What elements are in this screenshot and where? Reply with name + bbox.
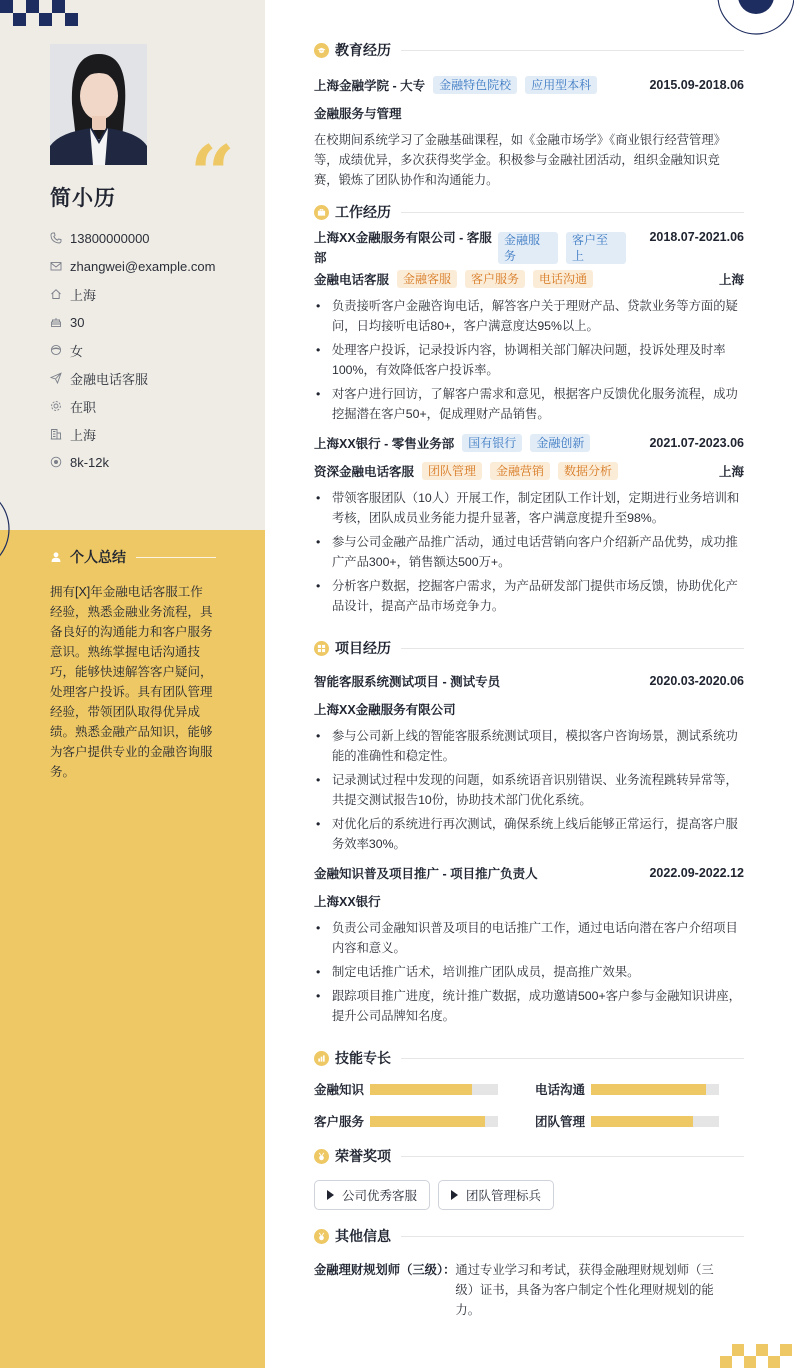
- skill-bar-fill: [591, 1084, 706, 1095]
- project-org: 上海XX银行: [314, 895, 381, 909]
- gender-value: 女: [70, 343, 84, 359]
- play-icon: [451, 1190, 458, 1200]
- user-icon: [50, 550, 64, 564]
- skill-tag: 金融客服: [397, 270, 457, 288]
- info-location: [50, 280, 260, 308]
- company-name: [314, 228, 496, 268]
- mail-icon: [50, 260, 70, 272]
- skill-tag: 电话沟通: [533, 270, 593, 288]
- skill-item: [535, 1080, 744, 1098]
- summary-header: [50, 546, 216, 568]
- skill-bar: [591, 1084, 719, 1095]
- info-salary: [50, 448, 260, 476]
- main-content: [314, 38, 744, 1320]
- award-label: 团队管理标兵: [466, 1189, 542, 1203]
- company-tag-line: 务: [504, 249, 517, 263]
- info-target-city: [50, 420, 260, 448]
- graduation-cap-icon: [314, 43, 329, 58]
- company-tag-line: 上: [572, 249, 585, 263]
- company-name-line: 部: [314, 251, 327, 265]
- list-item: • 参与公司金融产品推广活动，通过电话营销向客户介绍新产品优势，成功推广产品300+，销售额达500万+。: [314, 532, 744, 572]
- company-tag-line: 金融服: [504, 233, 541, 247]
- project-org: 上海XX金融服务有限公司: [314, 703, 456, 717]
- list-item: • 负责公司金融知识普及项目的电话推广工作，通过电话向潜在客户介绍项目内容和意义。: [314, 918, 744, 958]
- job-date: 2021.07-2023.06: [649, 436, 744, 450]
- skills-title: 技能专长: [335, 1050, 391, 1066]
- project-row: [314, 672, 744, 690]
- list-item: • 记录测试过程中发现的问题，如系统语音识别错误、业务流程跳转异常等，共提交测试报告10份，协助技术部门优化系统。: [314, 770, 744, 810]
- company-tag: 金融创新: [530, 434, 590, 452]
- list-item: • 带领客服团队（10人）开展工作，制定团队工作计划，定期进行业务培训和考核，团队成员业务能力提升显著，客户满意度提升至98%。: [314, 488, 744, 528]
- info-age: [50, 308, 260, 336]
- company-tag: [566, 232, 626, 264]
- education-title: 教育经历: [335, 42, 391, 58]
- company-tag-line: 客户至: [572, 233, 609, 247]
- phone-icon: [50, 232, 70, 244]
- job-city: 上海: [718, 465, 744, 479]
- checker-decoration: [0, 0, 80, 26]
- list-item: • 处理客户投诉，记录投诉内容，协调相关部门解决问题，投诉处理及时率100%，有效降低客户投诉率。: [314, 340, 744, 380]
- status-value: 在职: [70, 399, 97, 415]
- skill-tag: 数据分析: [558, 462, 618, 480]
- project-bullets: [314, 918, 744, 1026]
- building-icon: [50, 428, 70, 440]
- skill-bar: [370, 1084, 498, 1095]
- play-icon: [327, 1190, 334, 1200]
- skill-item: [535, 1112, 744, 1130]
- section-divider: [401, 1156, 744, 1157]
- job-target-value: 金融电话客服: [70, 371, 149, 387]
- skill-bar-fill: [370, 1084, 472, 1095]
- project-row: [314, 864, 744, 882]
- work-title: 工作经历: [335, 204, 391, 220]
- briefcase-icon: [314, 205, 329, 220]
- paper-plane-icon: [50, 372, 70, 384]
- other-title: 其他信息: [335, 1228, 391, 1244]
- info-status: [50, 392, 260, 420]
- honors-header: [314, 1144, 744, 1168]
- home-icon: [50, 288, 70, 300]
- skill-tag: 团队管理: [422, 462, 482, 480]
- job-row: [314, 228, 744, 268]
- list-item: • 对优化后的系统进行再次测试，确保系统上线后能够正常运行，提高客户服务效率30%。: [314, 814, 744, 854]
- phone-value: 13800000000: [70, 230, 150, 246]
- school-name: 上海金融学院 - 大专: [314, 79, 426, 93]
- school-tag: 金融特色院校: [433, 76, 517, 94]
- project-icon: [314, 641, 329, 656]
- job-role-row: [314, 270, 744, 288]
- contact-info-list: [50, 224, 260, 476]
- skill-bar-fill: [370, 1116, 485, 1127]
- summary-text: 拥有[X]年金融电话客服工作经验，熟悉金融业务流程，具备良好的沟通能力和客户服务意识。熟练掌握电话沟通技巧，能够快速解答客户疑问，处理客户投诉。具有团队管理经验，带领团队取得优异成绩。熟悉金融产品知识，能够为客户提供专业的金融咨询服务。: [50, 585, 213, 779]
- skill-bar-fill: [591, 1116, 693, 1127]
- section-divider: [401, 1236, 744, 1237]
- project-name: 金融知识普及项目推广 - 项目推广负责人: [314, 867, 538, 881]
- target-city-value: 上海: [70, 427, 97, 443]
- skill-item: [314, 1080, 535, 1098]
- section-divider: [401, 212, 744, 213]
- awards-list: [314, 1180, 744, 1210]
- skill-tag: 金融营销: [490, 462, 550, 480]
- age-value: 30: [70, 314, 85, 330]
- skill-name: 团队管理: [535, 1115, 586, 1129]
- summary-title: 个人总结: [70, 549, 126, 565]
- school-tag: 应用型本科: [525, 76, 597, 94]
- job-bullets: [314, 296, 744, 424]
- skills-header: [314, 1046, 744, 1070]
- checker-decoration-bottom: [720, 1340, 794, 1368]
- salary-value: 8k-12k: [70, 454, 110, 470]
- projects-title: 项目经历: [335, 640, 391, 656]
- job-bullets: [314, 488, 744, 616]
- list-item: • 负责接听客户金融咨询电话，解答客户关于理财产品、贷款业务等方面的疑问，日均接听电话80+，客户满意度达95%以上。: [314, 296, 744, 336]
- skill-bar: [591, 1116, 719, 1127]
- project-name: 智能客服系统测试项目 - 测试专员: [314, 675, 501, 689]
- skill-item: [314, 1112, 535, 1130]
- award-label: 公司优秀客服: [342, 1189, 418, 1203]
- skill-bar: [370, 1116, 498, 1127]
- other-info: [314, 1260, 744, 1320]
- education-header: [314, 38, 744, 62]
- gear-icon: [50, 400, 70, 412]
- award-item[interactable]: [314, 1180, 430, 1210]
- list-item: • 跟踪项目推广进度，统计推广数据，成功邀请500+客户参与金融知识讲座，提升公司品牌知名度。: [314, 986, 744, 1026]
- coin-icon: [50, 456, 70, 468]
- info-phone: [50, 224, 260, 252]
- info-job-target: [50, 364, 260, 392]
- summary-divider: [136, 557, 216, 558]
- list-item: • 分析客户数据，挖掘客户需求，为产品研发部门提供市场反馈，协助优化产品设计，提高产品市场竞争力。: [314, 576, 744, 616]
- quote-mark-icon: “: [190, 129, 235, 220]
- education-major: 金融服务与管理: [314, 107, 402, 121]
- list-item: • 制定电话推广话术，培训推广团队成员，提高推广效果。: [314, 962, 744, 982]
- sidebar: [0, 0, 265, 1368]
- work-header: [314, 200, 744, 224]
- medal-icon: [314, 1149, 329, 1164]
- company-tag: 国有银行: [462, 434, 522, 452]
- job-row: [314, 434, 744, 452]
- job-role-row: [314, 462, 744, 480]
- project-date: 2020.03-2020.06: [649, 674, 744, 688]
- education-row: [314, 76, 744, 94]
- ring-decoration: [0, 484, 46, 574]
- section-divider: [401, 50, 744, 51]
- job-role: 金融电话客服: [314, 273, 390, 287]
- other-header: [314, 1224, 744, 1248]
- certificate-label: 金融理财规划师（三级）：: [314, 1263, 456, 1277]
- info-gender: [50, 336, 260, 364]
- chart-icon: [314, 1051, 329, 1066]
- location-value: 上海: [70, 287, 97, 303]
- skills-grid: [314, 1080, 744, 1130]
- education-date: 2015.09-2018.06: [649, 78, 744, 92]
- job-date: 2018.07-2021.06: [649, 230, 744, 244]
- section-divider: [401, 648, 744, 649]
- gender-icon: [50, 344, 70, 356]
- company-name: 上海XX银行 - 零售业务部: [314, 437, 455, 451]
- list-item: • 对客户进行回访，了解客户需求和意见，根据客户反馈优化服务流程，成功挖掘潜在客户50+，促成理财产品销售。: [314, 384, 744, 424]
- project-date: 2022.09-2022.12: [649, 866, 744, 880]
- ring-decoration-top: [716, 0, 794, 40]
- candidate-name: 简小历: [50, 187, 116, 210]
- profile-photo: [50, 44, 147, 165]
- company-tag: [498, 232, 558, 264]
- cake-icon: [50, 316, 70, 328]
- company-name-line: 上海XX金融服务有限公司 - 客服: [314, 231, 492, 245]
- section-divider: [401, 1058, 744, 1059]
- job-role: 资深金融电话客服: [314, 465, 415, 479]
- info-icon: [314, 1229, 329, 1244]
- honors-title: 荣誉奖项: [335, 1148, 391, 1164]
- education-description: 在校期间系统学习了金融基础课程，如《金融市场学》《商业银行经营管理》等，成绩优异，多次获得奖学金。积极参与金融社团活动，组织金融知识竞赛，锻炼了团队协作和沟通能力。: [314, 133, 726, 187]
- skill-name: 电话沟通: [535, 1083, 586, 1097]
- job-city: 上海: [718, 273, 744, 287]
- project-bullets: [314, 726, 744, 854]
- email-value: zhangwei@example.com: [70, 258, 216, 274]
- award-item[interactable]: [438, 1180, 554, 1210]
- certificate-text: 通过专业学习和考试，获得金融理财规划师（三级）证书，具备为客户制定个性化理财规划的能力。: [455, 1263, 714, 1317]
- skill-tag: 客户服务: [465, 270, 525, 288]
- skill-name: 客户服务: [314, 1115, 365, 1129]
- list-item: • 参与公司新上线的智能客服系统测试项目，模拟客户咨询场景，测试系统功能的准确性和稳定性。: [314, 726, 744, 766]
- info-email: [50, 252, 260, 280]
- skill-name: 金融知识: [314, 1083, 365, 1097]
- projects-header: [314, 636, 744, 660]
